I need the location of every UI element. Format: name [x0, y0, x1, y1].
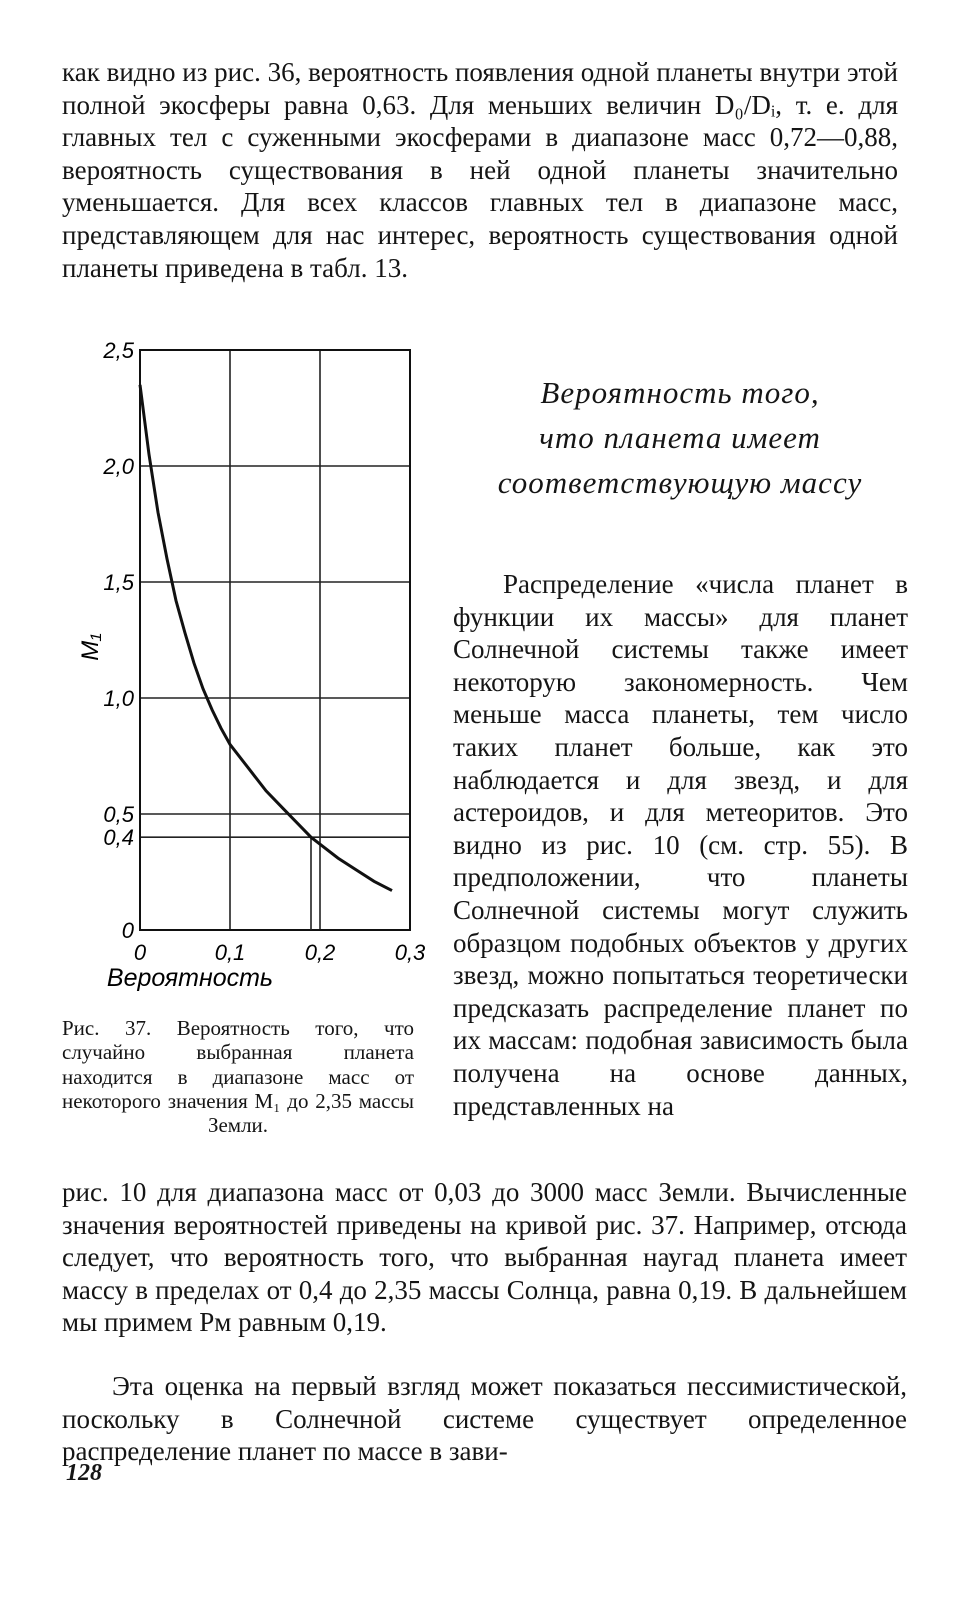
section-title-line: соответствующую массу [497, 465, 863, 500]
y-tick-labels [102, 338, 134, 943]
y-tick-label: 1,5 [103, 570, 134, 595]
paragraph-continued: рис. 10 для диапазона масс от 0,03 до 3000 масс Земли. Вычисленные значения вероятностей приведены на кривой рис. 37. Например, отсюда следует, что вероятность того, что выбранная наугад планета имеет массу в пределах от 0,4 до 2,35 массы Солнца, равна 0,19. В дальнейшем мы примем Pм равным 0,19. [62, 1177, 907, 1338]
paragraph-right: Распределение «числа планет в функции их массы» для планет Солнечной системы также имеет некоторую закономерность. Чем меньше масса планеты, тем число таких планет больше, как это наблюдается и для звезд, и для астероидов, и для метеоритов. Это видно из рис. 10 (см. стр. 55). В предположении, что планеты Солнечной системы могут служить образцом подобных объектов у других звезд, можно попытаться теоретически предсказать распределение планет по их массам: подобная зависимость была получена на основе данных, представленных на [453, 569, 908, 1121]
page-number: 128 [66, 1460, 102, 1486]
x-tick-label: 0,1 [214, 940, 246, 965]
y-tick-label: 0,5 [103, 802, 134, 827]
x-tick-label: 0 [133, 940, 147, 965]
y-tick-label: 2,0 [103, 454, 134, 479]
x-tick-label: 0,2 [304, 940, 336, 965]
plot-frame [140, 350, 410, 930]
x-tick-label: 0,3 [394, 940, 426, 965]
y-tick-label: 0 [121, 918, 134, 943]
x-axis-label: Вероятность [106, 964, 274, 992]
x-tick-labels [134, 940, 426, 965]
section-title-line: что планета имеет [539, 420, 821, 455]
probability-chart [60, 330, 430, 1000]
y-tick-label: 2,5 [103, 338, 134, 363]
y-axis-label: M₁ [77, 633, 104, 661]
paragraph-top: как видно из рис. 36, вероятность появления одной планеты внутри этой полной экосферы равна 0,63. Для меньших величин D₀/Dᵢ, т. е. для главных тел с суженными экосферами в диапазоне масс 0,72—0,88, вероятность существования в ней одной планеты значительно уменьшается. Для всех классов главных тел в диапазоне масс, представляющем для нас интерес, вероятность существования одной планеты приведена в табл. 13. [62, 57, 898, 283]
section-title [455, 370, 905, 505]
chart-grid [140, 350, 410, 930]
y-tick-label: 0,4 [103, 825, 134, 851]
paragraph-last: Эта оценка на первый взгляд может показаться пессимистической, поскольку в Солнечной системе существует определенное распределение планет по массе в зави- [62, 1371, 907, 1467]
y-tick-label: 1,0 [103, 686, 134, 711]
section-title-line: Вероятность того, [540, 375, 820, 410]
figure-caption: Рис. 37. Вероятность того, что случайно выбранная планета находится в диапазоне масс от некоторого значения M₁ до 2,35 массы Земли. [62, 1016, 414, 1138]
